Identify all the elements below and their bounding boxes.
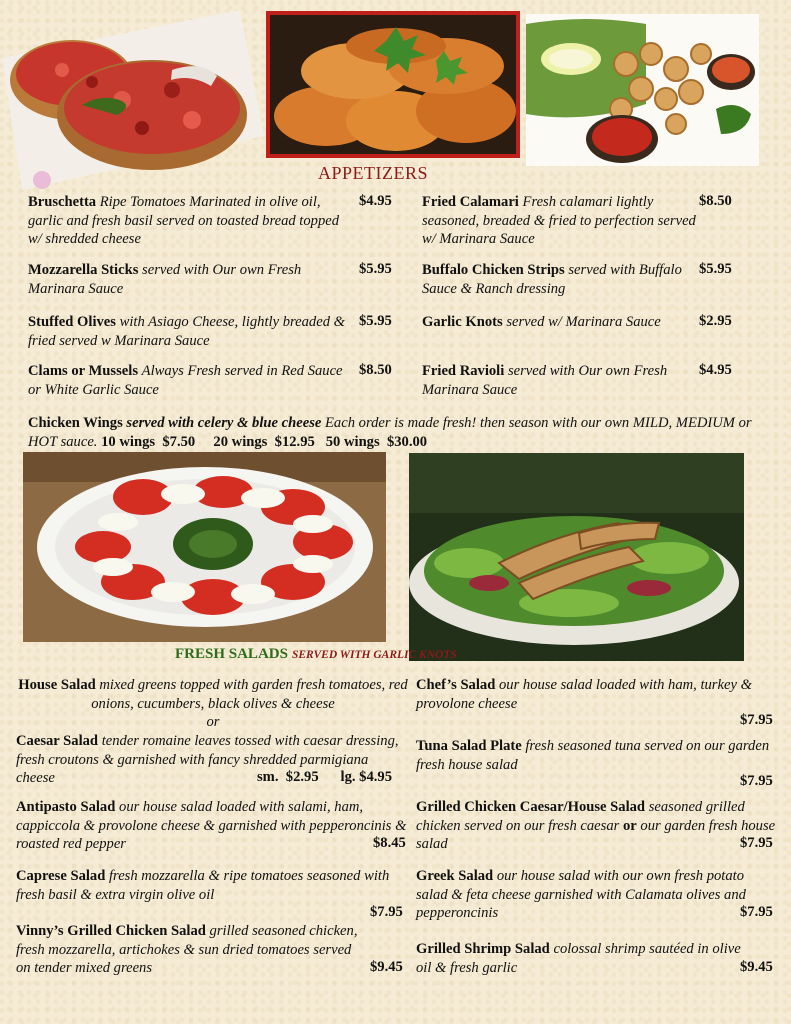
- bruschetta-photo: [2, 10, 264, 190]
- item-desc: fresh seasoned tuna served on our garden fresh house salad: [416, 738, 770, 773]
- item-desc: Fresh calamari lightly seasoned, breaded & fried to perfection served w/ Marinara Sauce: [422, 194, 696, 247]
- item-price: $7.95: [740, 904, 773, 920]
- item-price: $2.95: [699, 313, 732, 329]
- fresh-salads-heading: [175, 645, 457, 663]
- item-name: Clams or Mussels: [28, 363, 138, 379]
- item-desc: served with Our own Fresh Marinara Sauce: [422, 363, 668, 398]
- item-price: $5.95: [699, 261, 732, 277]
- item-price: $5.95: [359, 261, 392, 277]
- item-name: Fried Ravioli: [422, 363, 505, 379]
- menu-item-grilled-shrimp-salad: [416, 940, 746, 977]
- item-desc: colossal shrimp sautéed in olive oil & fresh garlic: [416, 941, 741, 976]
- item-price: $9.45: [740, 959, 773, 975]
- item-price: $8.45: [373, 835, 406, 851]
- item-name: Caprese Salad: [16, 868, 106, 884]
- menu-item-house-salad: [16, 676, 410, 732]
- item-name: Garlic Knots: [422, 314, 503, 330]
- item-desc: our house salad loaded with salami, ham, cappiccola & provolone cheese & garnished with pepperoncinis & roasted red pepper: [16, 799, 407, 852]
- item-name: Vinny’s Grilled Chicken Salad: [16, 923, 206, 939]
- item-price: $7.95: [370, 904, 403, 920]
- item-desc: mixed greens topped with garden fresh tomatoes, red onions, cucumbers, black olives & cheese: [91, 677, 408, 712]
- menu-item-vinnys-grilled-chicken-salad: [16, 922, 366, 978]
- item-desc: our house salad loaded with ham, turkey & provolone cheese: [416, 677, 752, 712]
- menu-item-chefs-salad: [416, 676, 771, 713]
- item-price: $4.95: [699, 362, 732, 378]
- item-desc: grilled seasoned chicken, fresh mozzarella, artichokes & sun dried tomatoes served on tender mixed greens: [16, 923, 358, 976]
- salads-subtitle: SERVED WITH GARLIC KNOTS: [291, 649, 457, 661]
- item-desc: served with Buffalo Sauce & Ranch dressing: [422, 262, 682, 297]
- menu-item-fried-ravioli: [422, 362, 684, 399]
- item-name: Mozzarella Sticks: [28, 262, 139, 278]
- item-price: $7.95: [740, 712, 773, 728]
- menu-item-tuna-salad-plate: [416, 737, 776, 774]
- item-desc: fresh mozzarella & ripe tomatoes seasoned with fresh basil & extra virgin olive oil: [16, 868, 390, 903]
- wings-pricing: 10 wings $7.50 20 wings $12.95 50 wings $30.00: [101, 433, 428, 450]
- item-desc: served w/ Marinara Sauce: [506, 314, 661, 330]
- item-desc: Always Fresh served in Red Sauce or White Garlic Sauce: [28, 363, 343, 398]
- menu-item-buffalo-chicken-strips: [422, 261, 702, 298]
- item-price: $7.95: [740, 835, 773, 851]
- item-desc: tender romaine leaves tossed with caesar dressing, fresh croutons & garnished with fancy shredded parmigiana cheese: [16, 733, 399, 786]
- chicken-wings-photo: [266, 11, 520, 158]
- item-name: House Salad: [18, 677, 96, 693]
- item-desc: seasoned grilled chicken served on our fresh caesar: [416, 799, 745, 834]
- item-price: $9.45: [370, 959, 403, 975]
- item-desc: Ripe Tomatoes Marinated in olive oil, garlic and fresh basil served on toasted bread topped w/ shredded cheese: [28, 194, 340, 247]
- menu-item-fried-calamari: [422, 193, 702, 249]
- menu-item-greek-salad: [416, 867, 778, 923]
- item-price: $8.50: [699, 193, 732, 209]
- item-name: Antipasto Salad: [16, 799, 116, 815]
- menu-item-stuffed-olives: [28, 313, 348, 350]
- item-name: Caesar Salad: [16, 733, 99, 749]
- item-served-with: served with celery & blue cheese: [126, 415, 322, 431]
- item-desc: with Asiago Cheese, lightly breaded & fried served w Marinara Sauce: [28, 314, 345, 349]
- menu-item-mozzarella-sticks: [28, 261, 348, 298]
- or-text: or: [206, 714, 220, 730]
- item-name: Bruschetta: [28, 194, 97, 210]
- menu-item-antipasto-salad: [16, 798, 408, 854]
- item-name: Greek Salad: [416, 868, 494, 884]
- grilled-chicken-salad-photo: [409, 453, 744, 661]
- item-name: Chicken Wings: [28, 415, 123, 431]
- item-name: Tuna Salad Plate: [416, 738, 522, 754]
- menu-item-grilled-chicken-caesar-house-salad: [416, 798, 780, 854]
- salads-title: FRESH SALADS: [175, 646, 288, 662]
- item-price: $8.50: [359, 362, 392, 378]
- menu-item-chicken-wings: [28, 414, 768, 451]
- item-desc: our house salad with our own fresh potato salad & feta cheese garnished with Calamata olives and pepperoncinis: [416, 868, 746, 921]
- menu-item-bruschetta: [28, 193, 348, 249]
- or-text: or: [622, 817, 637, 834]
- item-name: Stuffed Olives: [28, 314, 116, 330]
- item-desc: served with Our own Fresh Marinara Sauce: [28, 262, 302, 297]
- appetizers-heading: APPETIZERS: [318, 163, 429, 183]
- item-desc: Each order is made fresh! then season with our own MILD, MEDIUM or HOT sauce.: [28, 415, 752, 450]
- item-name: Buffalo Chicken Strips: [422, 262, 565, 278]
- menu-item-garlic-knots: [422, 313, 684, 332]
- item-name: Grilled Chicken Caesar/House Salad: [416, 799, 646, 815]
- item-name: Fried Calamari: [422, 194, 519, 210]
- calamari-photo: [526, 14, 759, 166]
- item-name: Grilled Shrimp Salad: [416, 941, 550, 957]
- item-price: $5.95: [359, 313, 392, 329]
- item-price: $7.95: [740, 773, 773, 789]
- caprese-photo: [23, 452, 386, 642]
- item-name: Chef’s Salad: [416, 677, 496, 693]
- caesar-sizes: sm. $2.95 lg. $4.95: [257, 769, 392, 785]
- menu-item-clams-or-mussels: [28, 362, 348, 399]
- menu-item-caprese-salad: [16, 867, 396, 904]
- item-price: $4.95: [359, 193, 392, 209]
- item-desc-continued: our garden fresh house salad: [416, 817, 776, 852]
